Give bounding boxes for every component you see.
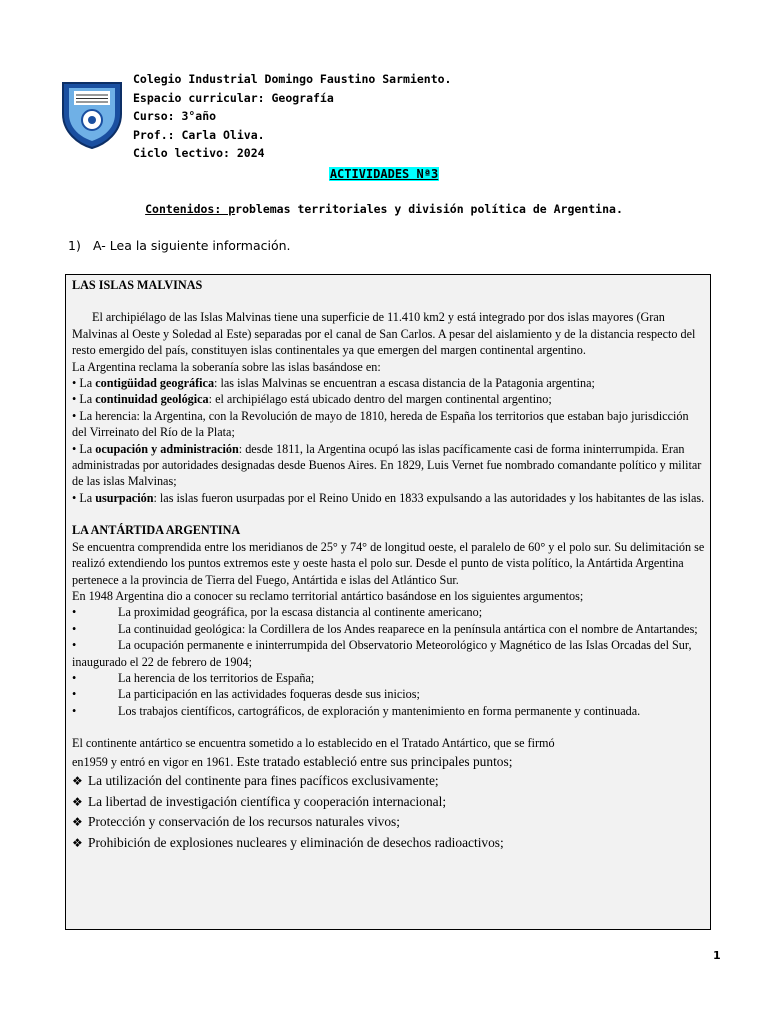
diamond-bullet-icon: ❖ [72, 835, 83, 850]
instruction-line [68, 238, 291, 253]
reading-box [65, 274, 711, 930]
tratado-line-1: El continente antártico se encuentra sometido a lo establecido en el Tratado Antártico, que se firmó [72, 736, 555, 751]
contents-line [0, 202, 768, 216]
activities-title-row [0, 163, 768, 182]
antartida-item: • La ocupación permanente e ininterrumpida del Observatorio Meteorológico y Magnético de las Islas Orcadas del Sur, inaugurado el 22 de febrero de 1904; [72, 638, 692, 669]
course: Curso: 3°año [133, 109, 217, 123]
antartida-title: LA ANTÁRTIDA ARGENTINA [72, 523, 241, 538]
subject: Espacio curricular: Geografía [133, 90, 334, 105]
antartida-item: • La continuidad geológica: la Cordillera de los Andes reaparece en la península antártica con el nombre de Antartandes; [72, 621, 698, 636]
antartida-item: • La herencia de los territorios de España; [72, 670, 315, 685]
malvinas-item: • La continuidad geológica: el archipiélago está ubicado dentro del margen continental argentino; [72, 392, 552, 407]
instruction-number: 1) [68, 238, 81, 253]
malvinas-intro: El archipiélago de las Islas Malvinas tiene una superficie de 11.410 km2 y está integrado por dos islas mayores (Gran Malvinas al Oeste y Soledad al Este) separadas por el canal de San Carlos. A pesar del aislamiento y de la distancia respecto del resto emergido del país, constituyen islas continentales ya que emergen del margen continental argentino. [72, 310, 696, 358]
school-year: Ciclo lectivo: 2024 [133, 146, 265, 160]
school-name: Colegio Industrial Domingo Faustino Sarmiento. [133, 72, 452, 86]
malvinas-claim: La Argentina reclama la soberanía sobre las islas basándose en: [72, 359, 381, 374]
malvinas-item: • La usurpación: las islas fueron usurpadas por el Reino Unido en 1833 expulsando a las autoridades y los habitantes de las islas. [72, 490, 705, 505]
activities-title: ACTIVIDADES Nª3 [329, 167, 439, 181]
diamond-bullet-icon: ❖ [72, 794, 83, 809]
diamond-bullet-icon: ❖ [72, 815, 83, 830]
school-logo-icon [60, 80, 124, 150]
tratado-point: ❖ Protección y conservación de los recursos naturales vivos; [72, 812, 705, 833]
tratado-line-2: en1959 y entró en vigor en 1961. Este tratado estableció entre sus principales puntos; [72, 753, 513, 769]
teacher: Prof.: Carla Oliva. [133, 127, 265, 142]
contents-label: Contenidos: p [145, 202, 236, 216]
instruction-text: A- Lea la siguiente información. [93, 238, 291, 253]
malvinas-title: LAS ISLAS MALVINAS [72, 278, 203, 292]
tratado-point: ❖ La utilización del continente para fines pacíficos exclusivamente; [72, 771, 705, 792]
page-number: 1 [713, 949, 721, 962]
document-header [133, 70, 452, 163]
malvinas-item: • La herencia: la Argentina, con la Revolución de mayo de 1810, hereda de España los territorios que estaban bajo jurisdicción del Virreinato del Río de la Plata; [72, 408, 689, 440]
tratado-point: ❖ Prohibición de explosiones nucleares y eliminación de desechos radioactivos; [72, 833, 705, 854]
tratado-point: ❖ La libertad de investigación científica y cooperación internacional; [72, 792, 705, 813]
antartida-item: • Los trabajos científicos, cartográficos, de exploración y mantenimiento en forma permanente y continuada. [72, 703, 641, 718]
diamond-bullet-icon: ❖ [72, 774, 83, 789]
antartida-item: • La participación en las actividades foqueras desde sus inicios; [72, 687, 420, 702]
contents-text: roblemas territoriales y división política de Argentina. [235, 202, 623, 216]
malvinas-item: • La contigüidad geográfica: las islas Malvinas se encuentran a escasa distancia de la Patagonia argentina; [72, 376, 595, 391]
antartida-intro: Se encuentra comprendida entre los meridianos de 25° y 74° de longitud oeste, el paralelo de 60° y el polo sur. Su delimitación se realizó extendiendo los puntos extremos este y oeste hasta el polo sur. Desde el punto de vista político, la Antártida Argentina pertenece a la provincia de Tierra del Fuego, Antártida e islas del Atlántico Sur. [72, 539, 705, 587]
malvinas-item: • La ocupación y administración: desde 1811, la Argentina ocupó las islas pacíficamente casi de forma ininterrumpida. Eran administradas por autoridades designadas desde Buenos Aires. En 1829, Luis Vernet fue nombrado comandante político y militar de las islas Malvinas; [72, 441, 702, 489]
antartida-item: • La proximidad geográfica, por la escasa distancia al continente americano; [72, 605, 483, 620]
antartida-claim: En 1948 Argentina dio a conocer su reclamo territorial antártico basándose en los siguientes argumentos; [72, 588, 584, 603]
